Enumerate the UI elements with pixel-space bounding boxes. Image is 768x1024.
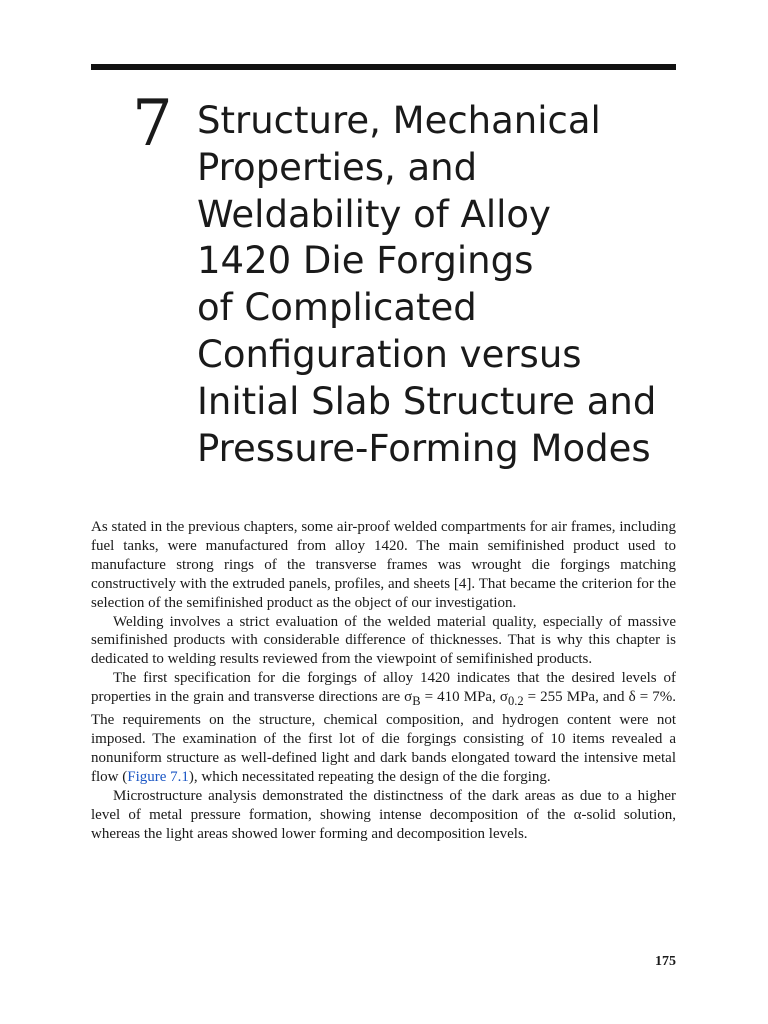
chapter-title-line: Properties, and [197,145,478,189]
chapter-title-line: Weldability of Alloy [197,192,551,236]
page-number: 175 [655,954,676,969]
paragraph-specification [91,669,676,786]
chapter-title [197,98,717,472]
chapter-title-line: Pressure-Forming Modes [197,426,651,470]
sigma-02-subscript: 0.2 [507,694,524,709]
chapter-title-line: of Complicated [197,286,477,330]
chapter-title-line: 1420 Die Forgings [197,239,534,283]
paragraph-specification-text-c: = 255 MPa, and δ = 7%. The requirements on the structure, chemical composition, and hydrogen content were not imposed. The examination of the first lot of die forgings consisting of 10 items revealed a nonuniform structure as well-defined light and dark bands elongated toward the intensive metal flow ( [91,689,676,785]
paragraph-specification-text-d: ), which necessitated repeating the design of the die forging. [188,768,551,785]
paragraph-welding: Welding involves a strict evaluation of the welded material quality, especially of massive semifinished products with considerable difference of thicknesses. That is why this chapter is dedicated to welding results reviewed from the viewpoint of semifinished products. [91,613,676,668]
chapter-number: 7 [132,87,173,161]
chapter-title-line: Structure, Mechanical [197,99,601,142]
chapter-top-rule [91,64,676,70]
body-text [91,518,676,843]
paragraph-intro: As stated in the previous chapters, some air-proof welded compartments for air frames, including fuel tanks, were manufactured from alloy 1420. The main semifinished product used to manufacture strong rings of the transverse frames was wrought die forgings matching constructively with the extruded panels, profiles, and sheets [4]. That became the criterion for the selection of the semifinished product as the object of our investigation. [91,519,676,611]
chapter-title-line: Initial Slab Structure and [197,379,657,423]
sigma-b-subscript: B [412,694,421,709]
paragraph-specification-text-a: The first specification for die forgings of alloy 1420 indicates that the desired levels of properties in the grain and transverse directions are σ [91,670,676,706]
figure-7-1-link[interactable]: Figure 7.1 [127,768,189,785]
paragraph-specification-text-b: = 410 MPa, σ [420,689,508,706]
paragraph-microstructure: Microstructure analysis demonstrated the distinctness of the dark areas as due to a higher level of metal pressure formation, showing intense decomposition of the α-solid solution, whereas the light areas showed lower forming and decomposition levels. [91,787,676,842]
chapter-title-line: Configuration versus [197,332,582,376]
